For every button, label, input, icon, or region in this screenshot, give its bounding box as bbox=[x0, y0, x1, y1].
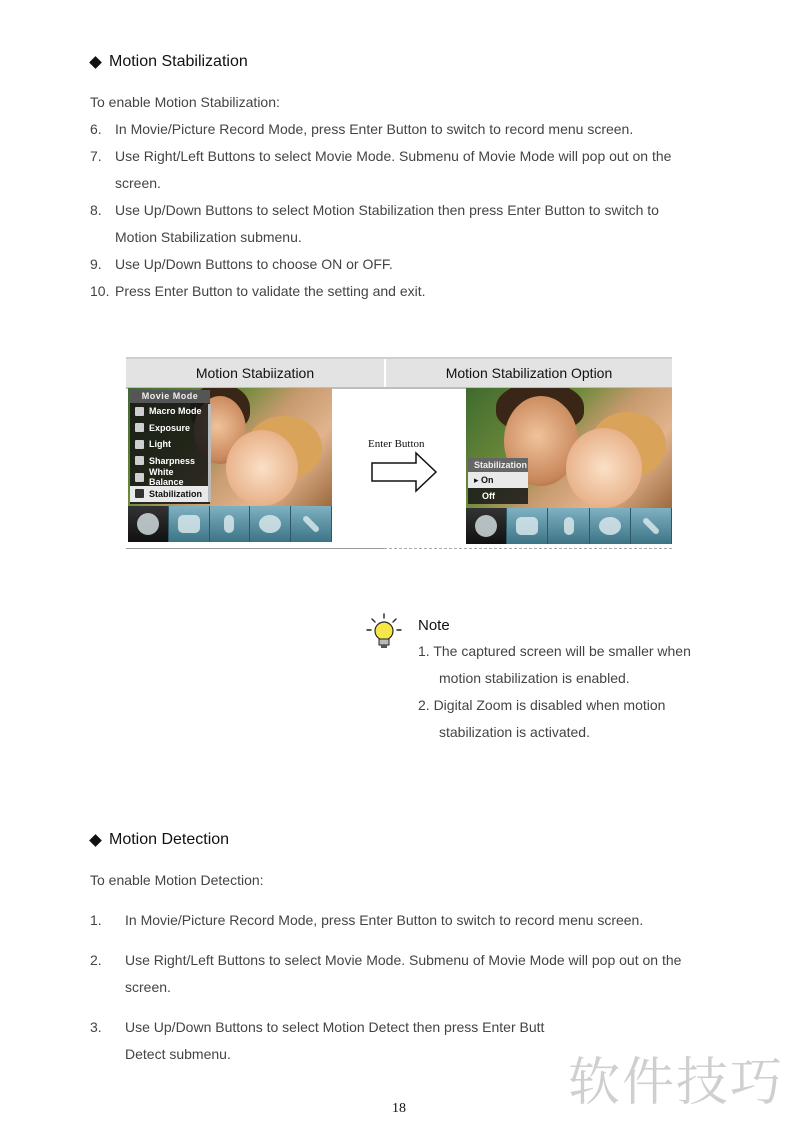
step-number: 8. bbox=[90, 202, 102, 218]
step-text: Use Up/Down Buttons to select Motion Stabilization then press Enter Button to switch to bbox=[115, 202, 659, 218]
menu-item-light[interactable] bbox=[130, 436, 210, 453]
step-number: 3. bbox=[90, 1019, 102, 1035]
figure-header-right: Motion Stabilization Option bbox=[445, 365, 613, 381]
movie-reel-icon bbox=[137, 513, 159, 535]
step-text: In Movie/Picture Record Mode, press Enter Button to switch to record menu screen. bbox=[125, 912, 644, 928]
exposure-icon bbox=[135, 423, 144, 432]
note-title: Note bbox=[418, 617, 450, 634]
movie-reel-icon bbox=[475, 515, 497, 537]
camera-mode-icon[interactable] bbox=[169, 506, 210, 542]
mode-icon-bar bbox=[128, 506, 332, 542]
steps-list bbox=[90, 116, 730, 305]
menu-item-label: Stabilization bbox=[149, 488, 203, 499]
light-icon bbox=[135, 440, 144, 449]
white-balance-icon bbox=[135, 473, 144, 482]
list-item-continued: motion stabilization is enabled. bbox=[439, 670, 630, 686]
step-number: 2. bbox=[90, 952, 102, 968]
sharpness-icon bbox=[135, 456, 144, 465]
menu-title: Movie Mode bbox=[130, 390, 210, 403]
camera-icon bbox=[516, 517, 538, 535]
camera-icon bbox=[178, 515, 200, 533]
step-text-continued: Detect submenu. bbox=[125, 1046, 231, 1062]
step-text-continued: screen. bbox=[115, 175, 161, 191]
macro-icon bbox=[135, 407, 144, 416]
page-number: 18 bbox=[392, 1101, 406, 1116]
figure-bottom-rule bbox=[126, 548, 384, 549]
palette-icon bbox=[599, 517, 621, 535]
submenu-option-on[interactable] bbox=[468, 472, 528, 488]
watermark: 软件技巧 bbox=[568, 1053, 785, 1113]
intro-text: To enable Motion Detection: bbox=[90, 872, 264, 888]
stabilization-submenu bbox=[468, 458, 528, 504]
menu-item-label: Sharpness bbox=[149, 455, 196, 466]
list-item bbox=[90, 907, 750, 934]
voice-mode-icon[interactable] bbox=[210, 506, 251, 542]
submenu-option-off[interactable] bbox=[468, 488, 528, 504]
diamond-bullet-icon bbox=[89, 834, 102, 847]
menu-item-label: White Balance bbox=[149, 467, 184, 488]
right-arrow-icon bbox=[370, 451, 438, 493]
menu-scrollbar[interactable] bbox=[208, 404, 211, 502]
palette-icon bbox=[259, 515, 281, 533]
list-item: 2. Digital Zoom is disabled when motion bbox=[418, 697, 666, 713]
step-text-continued: screen. bbox=[125, 979, 171, 995]
figure-header bbox=[126, 357, 672, 389]
list-item bbox=[90, 947, 750, 1001]
photo-face bbox=[566, 428, 642, 508]
menu-item-stabilization[interactable] bbox=[130, 486, 210, 503]
movie-mode-menu bbox=[130, 390, 210, 504]
menu-item-label: Macro Mode bbox=[149, 406, 202, 417]
step-text-continued: Motion Stabilization submenu. bbox=[115, 229, 302, 245]
step-text: Use Up/Down Buttons to choose ON or OFF. bbox=[115, 256, 393, 272]
menu-item-label: Light bbox=[149, 439, 171, 450]
step-text: Press Enter Button to validate the setting and exit. bbox=[115, 283, 426, 299]
step-number: 1. bbox=[90, 912, 102, 928]
list-item bbox=[90, 143, 730, 197]
menu-item-label: Exposure bbox=[149, 422, 191, 433]
option-label: Off bbox=[482, 491, 495, 501]
step-number: 9. bbox=[90, 256, 102, 272]
list-item bbox=[90, 116, 730, 143]
photo-face bbox=[226, 430, 298, 506]
lightbulb-icon bbox=[364, 612, 406, 652]
microphone-icon bbox=[564, 517, 574, 535]
heading-text: Motion Detection bbox=[109, 831, 230, 848]
screenshot-figure bbox=[126, 357, 674, 551]
heading-text: Motion Stabilization bbox=[109, 53, 248, 70]
section-heading-motion-detection bbox=[88, 831, 229, 849]
voice-mode-icon[interactable] bbox=[548, 508, 589, 544]
step-text: Use Right/Left Buttons to select Movie Mode. Submenu of Movie Mode will pop out on the bbox=[125, 952, 682, 968]
lcd-screen-right bbox=[466, 388, 672, 544]
list-item bbox=[90, 251, 730, 278]
playback-mode-icon[interactable] bbox=[250, 506, 291, 542]
list-item bbox=[90, 197, 730, 251]
selected-triangle-icon: ▸ bbox=[474, 475, 482, 485]
note-list bbox=[418, 638, 738, 746]
menu-item-white-balance[interactable] bbox=[130, 469, 210, 486]
step-number: 6. bbox=[90, 121, 102, 137]
menu-item-exposure[interactable] bbox=[130, 420, 210, 437]
tools-icon bbox=[642, 517, 660, 535]
enter-button-label: Enter Button bbox=[368, 438, 425, 450]
step-text: Use Right/Left Buttons to select Movie Mode. Submenu of Movie Mode will pop out on the bbox=[115, 148, 672, 164]
submenu-title: Stabilization bbox=[468, 458, 528, 472]
setup-mode-icon[interactable] bbox=[291, 506, 332, 542]
movie-mode-icon[interactable] bbox=[128, 506, 169, 542]
figure-header-left: Motion Stabiization bbox=[195, 365, 315, 381]
list-item-continued: stabilization is activated. bbox=[439, 724, 590, 740]
option-label: On bbox=[481, 475, 494, 485]
microphone-icon bbox=[224, 515, 234, 533]
camera-mode-icon[interactable] bbox=[507, 508, 548, 544]
stabilization-icon bbox=[135, 489, 144, 498]
figure-bottom-rule-dashed bbox=[384, 548, 672, 549]
step-number: 7. bbox=[90, 148, 102, 164]
tools-icon bbox=[302, 515, 320, 533]
mode-icon-bar bbox=[466, 508, 672, 544]
playback-mode-icon[interactable] bbox=[590, 508, 631, 544]
menu-item-macro-mode[interactable] bbox=[130, 403, 210, 420]
step-text: Use Up/Down Buttons to select Motion Detect then press Enter Butt bbox=[125, 1019, 545, 1035]
list-item: 1. The captured screen will be smaller when bbox=[418, 643, 691, 659]
movie-mode-icon[interactable] bbox=[466, 508, 507, 544]
lcd-screen-left bbox=[128, 388, 332, 542]
section-heading-motion-stabilization bbox=[88, 53, 248, 71]
step-text: In Movie/Picture Record Mode, press Enter Button to switch to record menu screen. bbox=[115, 121, 634, 137]
step-number: 10. bbox=[90, 283, 110, 299]
list-item bbox=[90, 278, 730, 305]
setup-mode-icon[interactable] bbox=[631, 508, 672, 544]
intro-text: To enable Motion Stabilization: bbox=[90, 94, 280, 110]
diamond-bullet-icon bbox=[89, 56, 102, 69]
